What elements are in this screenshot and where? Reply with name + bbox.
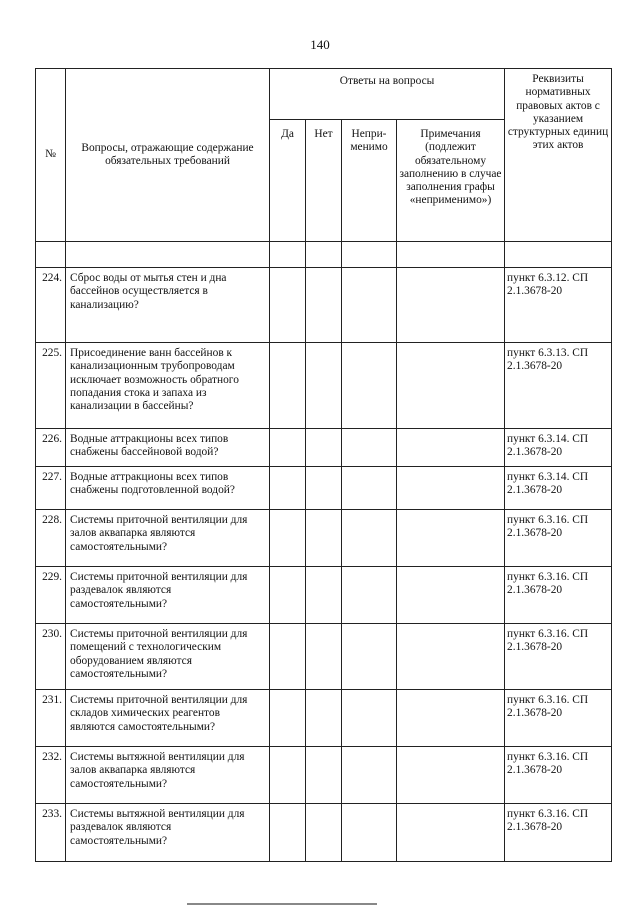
cell-notes — [397, 343, 505, 429]
row-number: 225. — [36, 343, 66, 429]
cell-yes — [270, 429, 306, 467]
table-row — [36, 467, 612, 510]
cell-not-applicable — [342, 467, 397, 510]
table-row — [36, 747, 612, 804]
row-requisites: пункт 6.3.16. СП 2.1.3678-20 — [505, 747, 612, 804]
table-row — [36, 429, 612, 467]
header-notes: Примечания (подлежит обязательному заполнению в случае заполнения графы «неприменимо») — [397, 120, 505, 242]
cell-yes — [270, 624, 306, 690]
table-row — [36, 690, 612, 747]
row-requisites: пункт 6.3.16. СП 2.1.3678-20 — [505, 690, 612, 747]
cell-not-applicable — [342, 343, 397, 429]
cell-yes — [270, 510, 306, 567]
header-answers: Ответы на вопросы — [270, 69, 505, 120]
row-requisites: пункт 6.3.12. СП 2.1.3678-20 — [505, 268, 612, 343]
cell-not-applicable — [342, 567, 397, 624]
cell-notes — [397, 804, 505, 862]
cell-not-applicable — [342, 624, 397, 690]
cell-yes — [270, 467, 306, 510]
row-number: 231. — [36, 690, 66, 747]
table-row — [36, 567, 612, 624]
row-question: Системы вытяжной вентиляции для залов аквапарка являются самостоятельными? — [66, 747, 270, 804]
cell-no — [306, 467, 342, 510]
row-number: 233. — [36, 804, 66, 862]
cell-notes — [397, 747, 505, 804]
row-number: 229. — [36, 567, 66, 624]
cell-notes — [397, 624, 505, 690]
row-question: Системы приточной вентиляции для залов аквапарка являются самостоятельными? — [66, 510, 270, 567]
cell-notes — [397, 690, 505, 747]
spacer-row — [36, 242, 612, 268]
row-question: Системы вытяжной вентиляции для раздевалок являются самостоятельными? — [66, 804, 270, 862]
row-requisites: пункт 6.3.16. СП 2.1.3678-20 — [505, 804, 612, 862]
row-requisites: пункт 6.3.13. СП 2.1.3678-20 — [505, 343, 612, 429]
row-number: 226. — [36, 429, 66, 467]
header-question: Вопросы, отражающие содержание обязательных требований — [66, 69, 270, 242]
cell-no — [306, 747, 342, 804]
page-number: 140 — [310, 37, 330, 52]
cell-not-applicable — [342, 804, 397, 862]
row-question: Системы приточной вентиляции для раздевалок являются самостоятельными? — [66, 567, 270, 624]
row-requisites: пункт 6.3.16. СП 2.1.3678-20 — [505, 624, 612, 690]
row-number: 232. — [36, 747, 66, 804]
cell-no — [306, 567, 342, 624]
cell-not-applicable — [342, 429, 397, 467]
table-row — [36, 624, 612, 690]
header-not-applicable — [342, 120, 397, 242]
row-question: Системы приточной вентиляции для помещений с технологическим оборудованием являются самостоятельными? — [66, 624, 270, 690]
cell-notes — [397, 467, 505, 510]
row-number: 227. — [36, 467, 66, 510]
cell-not-applicable — [342, 690, 397, 747]
cell-no — [306, 690, 342, 747]
cell-no — [306, 429, 342, 467]
cell-notes — [397, 510, 505, 567]
header-not-applicable-line1: Непри- — [351, 128, 387, 140]
cell-yes — [270, 690, 306, 747]
cell-yes — [270, 268, 306, 343]
cell-no — [306, 624, 342, 690]
cell-not-applicable — [342, 268, 397, 343]
cell-no — [306, 343, 342, 429]
row-requisites: пункт 6.3.14. СП 2.1.3678-20 — [505, 429, 612, 467]
table-row — [36, 268, 612, 343]
table-row — [36, 804, 612, 862]
row-question: Водные аттракционы всех типов снабжены подготовленной водой? — [66, 467, 270, 510]
cell-yes — [270, 747, 306, 804]
cell-yes — [270, 567, 306, 624]
row-requisites: пункт 6.3.16. СП 2.1.3678-20 — [505, 567, 612, 624]
table-row — [36, 343, 612, 429]
header-yes: Да — [270, 120, 306, 242]
header-requisites: Реквизиты нормативных правовых актов с указанием структурных единиц этих актов — [505, 69, 612, 242]
row-question: Присоединение ванн бассейнов к канализационным трубопроводам исключает возможность обратного попадания стока и запаха из канализации в бассейны? — [66, 343, 270, 429]
row-number: 224. — [36, 268, 66, 343]
checklist-table — [35, 68, 612, 862]
table-row — [36, 510, 612, 567]
row-question: Сброс воды от мытья стен и дна бассейнов осуществляется в канализацию? — [66, 268, 270, 343]
row-requisites: пункт 6.3.14. СП 2.1.3678-20 — [505, 467, 612, 510]
cell-no — [306, 804, 342, 862]
cell-notes — [397, 429, 505, 467]
cell-not-applicable — [342, 747, 397, 804]
cell-no — [306, 268, 342, 343]
header-no: Нет — [306, 120, 342, 242]
row-number: 228. — [36, 510, 66, 567]
header-number: № — [36, 69, 66, 242]
row-requisites: пункт 6.3.16. СП 2.1.3678-20 — [505, 510, 612, 567]
header-not-applicable-line2: менимо — [350, 141, 388, 154]
cell-notes — [397, 268, 505, 343]
cell-yes — [270, 804, 306, 862]
cell-no — [306, 510, 342, 567]
cell-notes — [397, 567, 505, 624]
cell-not-applicable — [342, 510, 397, 567]
row-number: 230. — [36, 624, 66, 690]
row-question: Системы приточной вентиляции для складов химических реагентов являются самостоятельными? — [66, 690, 270, 747]
cell-yes — [270, 343, 306, 429]
row-question: Водные аттракционы всех типов снабжены бассейновой водой? — [66, 429, 270, 467]
